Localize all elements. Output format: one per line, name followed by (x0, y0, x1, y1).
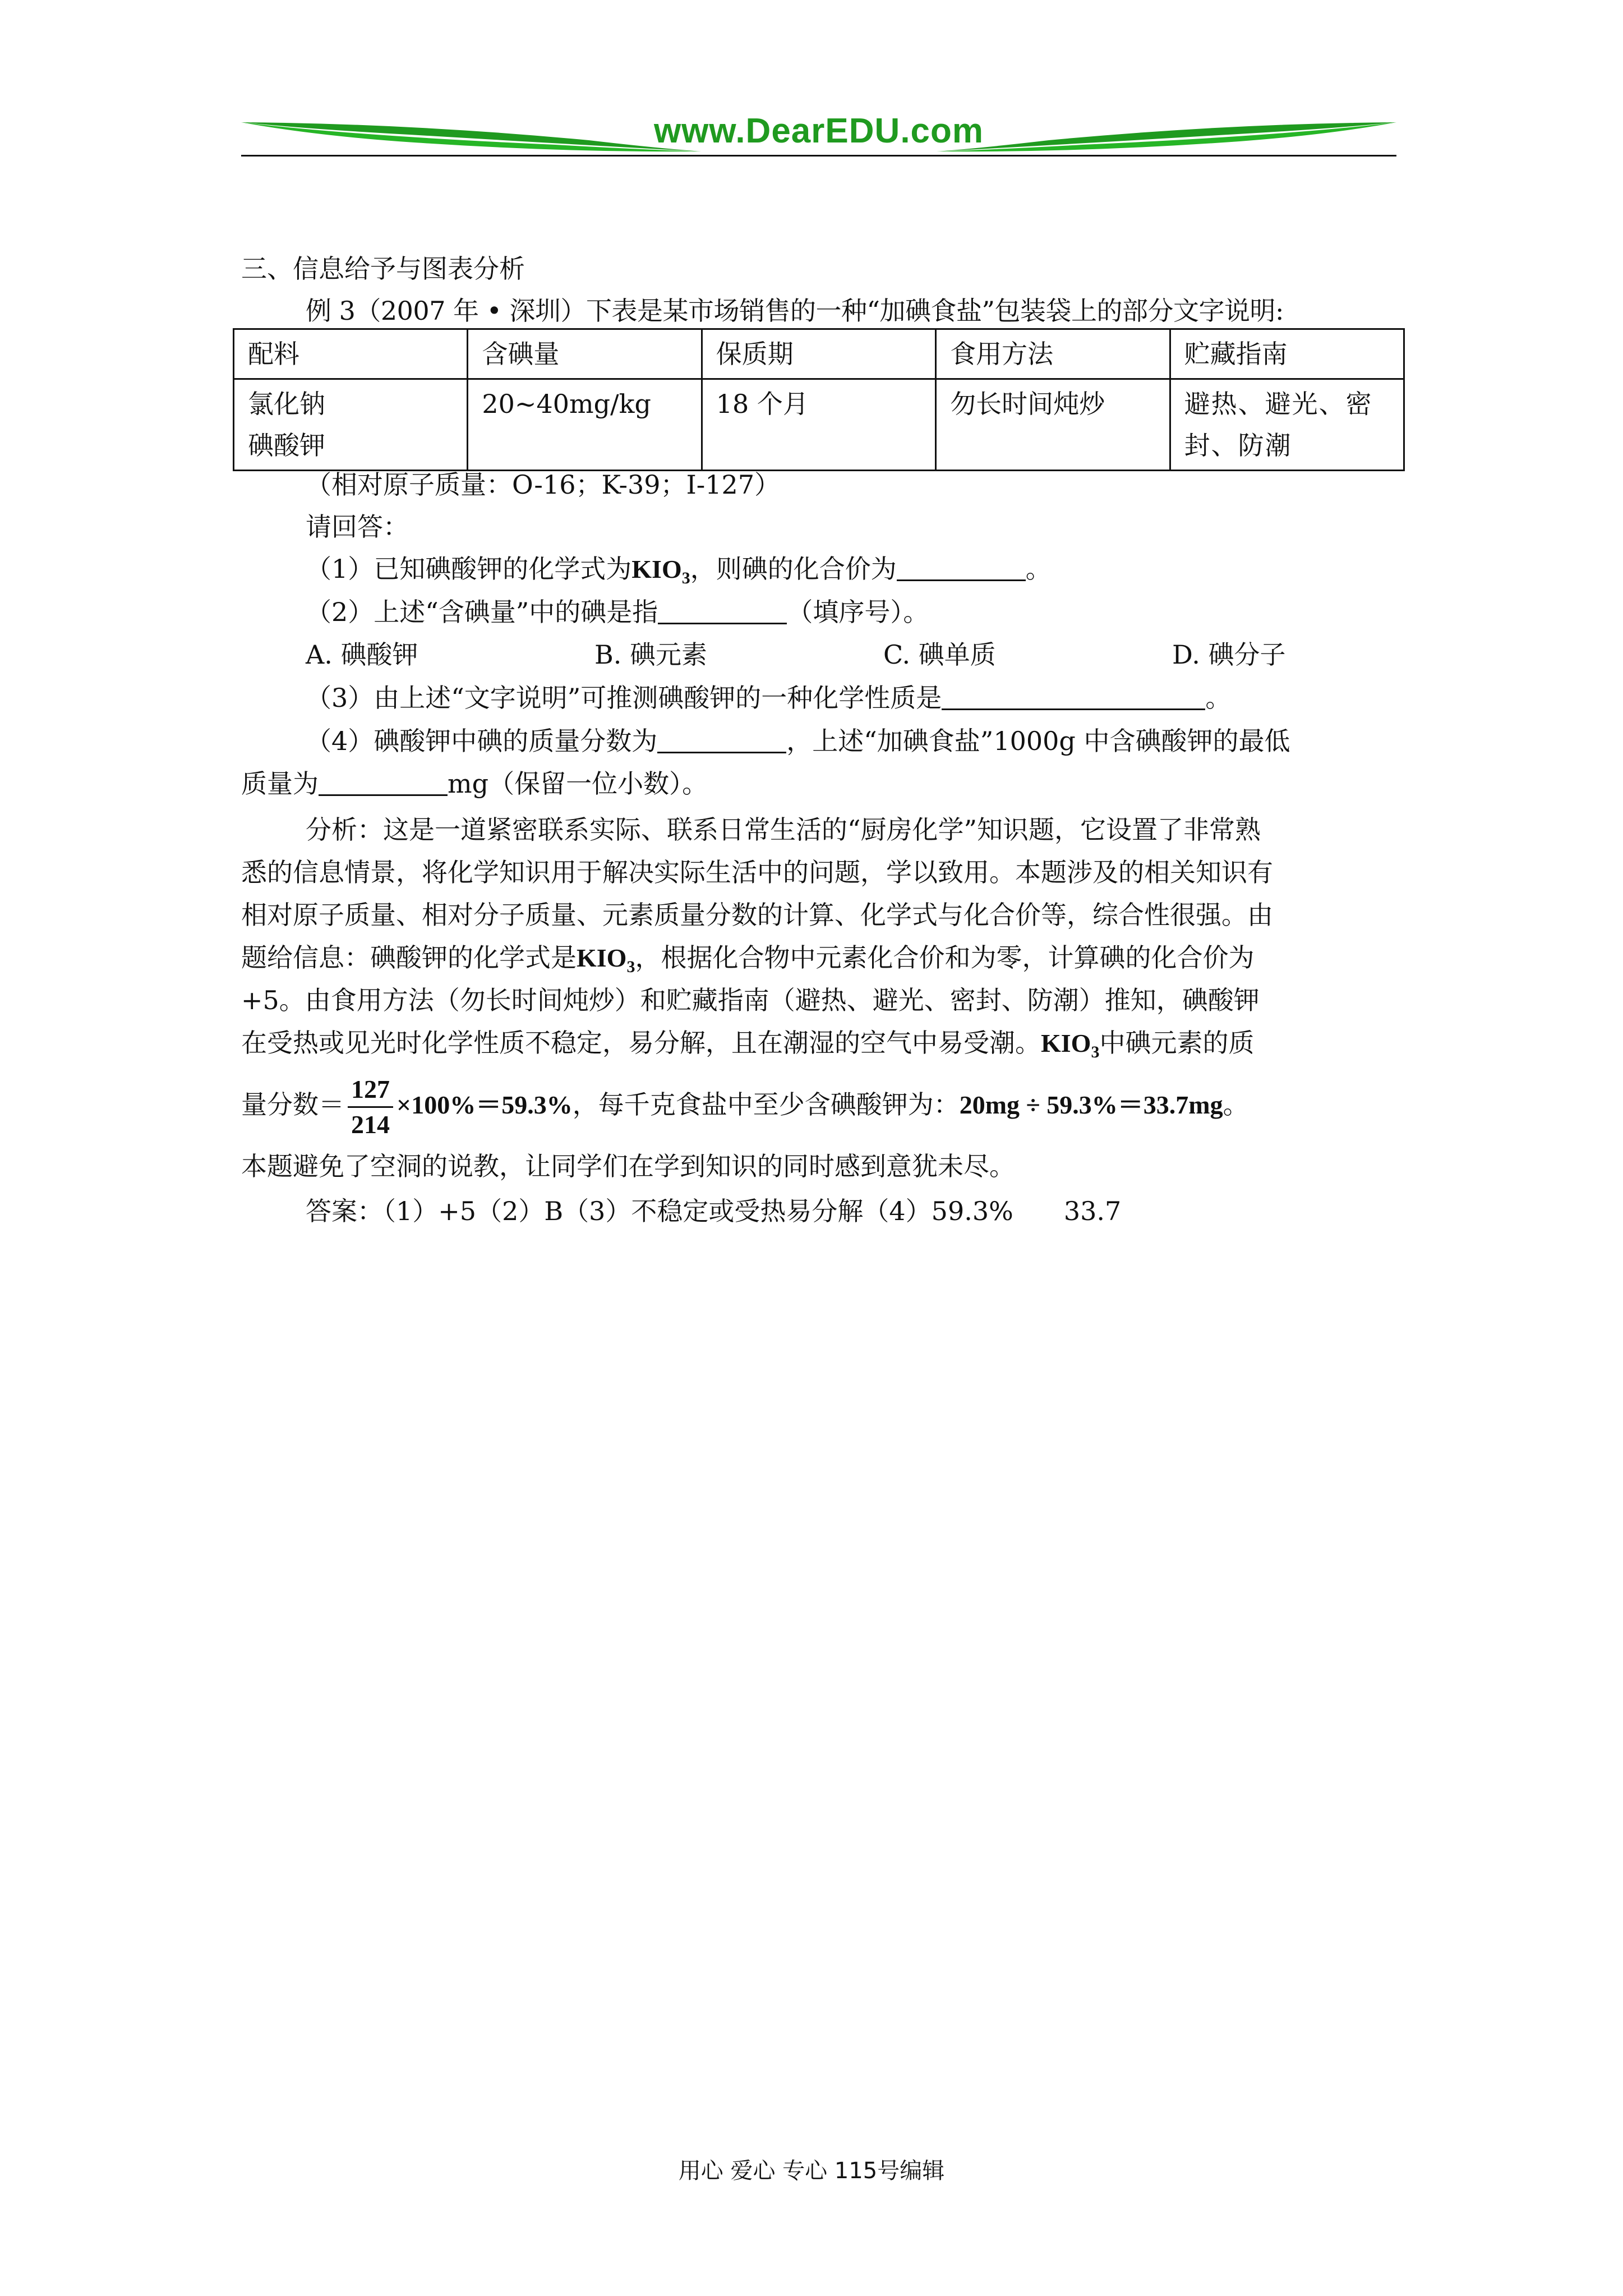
site-logo (241, 101, 1396, 168)
analysis-line: +5。由食用方法（勿长时间炖炒）和贮藏指南（避热、避光、密封、防潮）推知，碘酸钾 (241, 985, 1260, 1015)
answer-blank (657, 726, 786, 753)
page-footer: 用心 爱心 专心 115号编辑 (678, 2158, 945, 2184)
chem-formula: $KIO_3$ (631, 555, 690, 587)
calc-expression: 20mg ÷ 59.3%＝33.7mg (959, 1091, 1223, 1119)
analysis-formula-line: 量分数＝ $\frac{127}{214}$ ×100%＝59.3%，每千克食盐中至少含碘酸钾为：20mg ÷ 59.3%＝33.7mg。 (241, 1068, 1249, 1142)
analysis-line: 相对原子质量、相对分子质量、元素质量分数的计算、化学式与化合价等，综合性很强。由 (241, 900, 1273, 930)
atomic-mass-note: （相对原子质量：O-16；K-39；I-127） (306, 470, 781, 500)
salt-label-table (233, 328, 1405, 471)
table-cell-iodine: 20~40mg/kg (468, 379, 702, 471)
answer-blank (897, 554, 1026, 581)
answer-value: 33.7 (1063, 1196, 1122, 1226)
table-header-cell: 贮藏指南 (1170, 329, 1404, 379)
option-c: C. 碘单质 (883, 639, 996, 670)
table-header-cell: 配料 (234, 329, 468, 379)
option-a: A. 碘酸钾 (306, 639, 418, 670)
table-header-row (234, 329, 1404, 379)
answer-blank (658, 597, 787, 624)
table-cell-ingredients (234, 379, 468, 471)
analysis-line: 在受热或见光时化学性质不稳定，易分解，且在潮湿的空气中易受潮。$KIO_3$中碘元素的质 (241, 1028, 1255, 1061)
question-4-cont: 质量为 mg（保留一位小数）。 (241, 769, 708, 799)
analysis-line: 本题避免了空洞的说教，让同学们在学到知识的同时感到意犹未尽。 (241, 1151, 1015, 1181)
analysis-line: 题给信息：碘酸钾的化学式是$KIO_3$，根据化合物中元素化合价和为零，计算碘的化合价为 (241, 942, 1255, 976)
table-header-cell: 保质期 (702, 329, 935, 379)
question-4: （4）碘酸钾中碘的质量分数为 ，上述“加碘食盐”1000g 中含碘酸钾的最低 (306, 726, 1290, 756)
question-1: （1）已知碘酸钾的化学式为$KIO_3$，则碘的化合价为 。 (306, 554, 1052, 587)
answer-line: 答案：（1）+5（2）B（3）不稳定或受热易分解（4）59.3% 33.7 (306, 1196, 1122, 1226)
chem-formula: $KIO_3$ (577, 944, 635, 976)
site-logo-text: www.DearEDU.com (653, 112, 984, 150)
ingredient-item: 碘酸钾 (248, 430, 325, 461)
mass-fraction: $\frac{127}{214}$ (348, 1073, 393, 1142)
option-b: B. 碘元素 (594, 639, 708, 670)
table-cell-storage: 避热、避光、密封、防潮 (1170, 379, 1404, 471)
table-header-cell: 含碘量 (468, 329, 702, 379)
answer-blank (942, 683, 1205, 710)
table-header-cell: 食用方法 (936, 329, 1170, 379)
table-cell-shelf-life: 18 个月 (702, 379, 935, 471)
question-2: （2）上述“含碘量”中的碘是指 （填序号）。 (306, 597, 929, 627)
section-title: 三、信息给予与图表分析 (241, 254, 525, 284)
table-cell-usage: 勿长时间炖炒 (936, 379, 1170, 471)
option-d: D. 碘分子 (1172, 639, 1286, 670)
table-row (234, 379, 1404, 471)
example-intro: 例 3（2007 年 • 深圳）下表是某市场销售的一种“加碘食盐”包装袋上的部分文字说明: (306, 296, 1284, 326)
analysis-line: 分析：这是一道紧密联系实际、联系日常生活的“厨房化学”知识题，它设置了非常熟 (306, 815, 1261, 845)
prompt-text: 请回答： (306, 512, 409, 542)
analysis-line: 悉的信息情景，将化学知识用于解决实际生活中的问题，学以致用。本题涉及的相关知识有 (241, 857, 1273, 887)
question-3: （3）由上述“文字说明”可推测碘酸钾的一种化学性质是 。 (306, 683, 1232, 713)
header-divider (241, 155, 1396, 157)
answer-blank (319, 769, 448, 796)
chem-formula: $KIO_3$ (1041, 1029, 1100, 1061)
ingredient-item: 氯化钠 (248, 389, 325, 419)
